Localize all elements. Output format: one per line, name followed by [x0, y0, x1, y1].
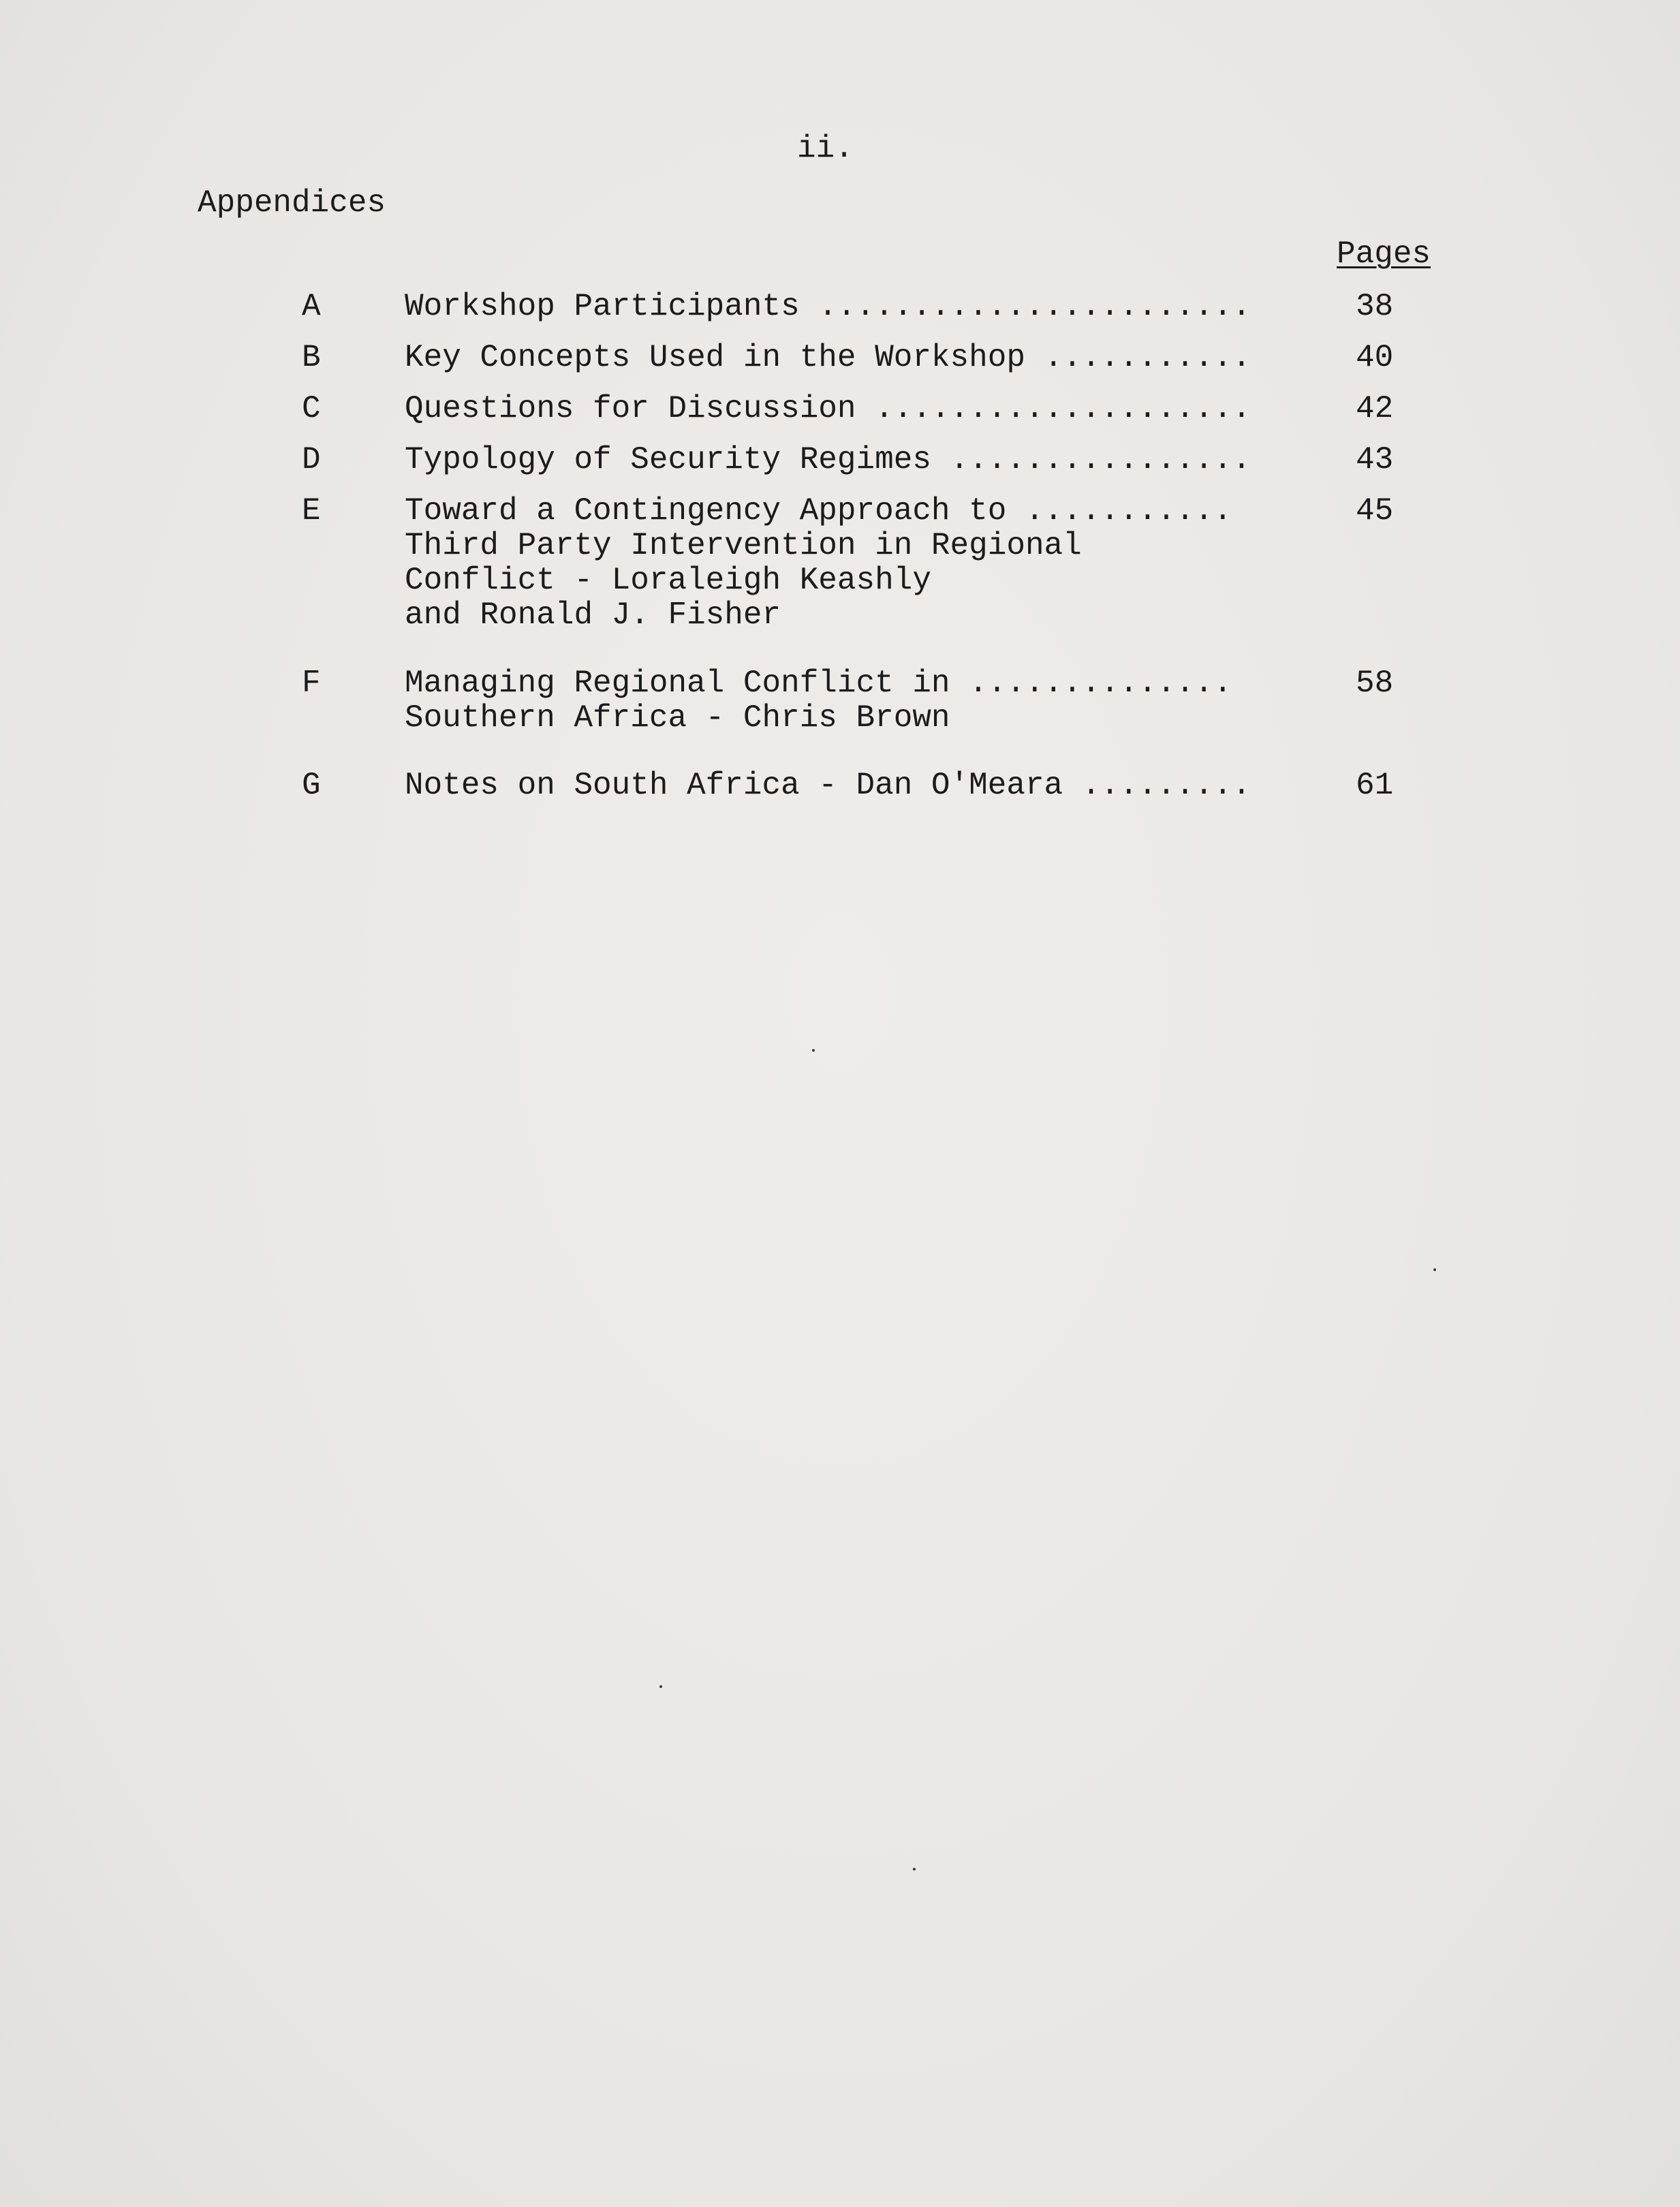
- appendix-letter: C: [302, 391, 321, 426]
- appendix-title-line: Workshop Participants .......................: [405, 289, 1251, 324]
- appendix-title-line: Key Concepts Used in the Workshop ...........: [405, 340, 1251, 375]
- appendix-letter: F: [302, 666, 321, 701]
- scan-speck: [1433, 1268, 1436, 1271]
- appendix-page-number: 58: [1356, 666, 1394, 701]
- appendix-title-line: Notes on South Africa - Dan O'Meara .........: [405, 768, 1251, 803]
- appendix-page-number: 40: [1356, 340, 1394, 375]
- appendix-page-number: 61: [1356, 768, 1394, 803]
- appendix-letter: G: [302, 768, 321, 803]
- appendix-title-line: and Ronald J. Fisher: [405, 597, 781, 633]
- appendix-page-number: 38: [1356, 289, 1394, 324]
- appendix-letter: A: [302, 289, 321, 324]
- appendix-letter: D: [302, 442, 321, 478]
- page-number: ii.: [797, 131, 854, 166]
- appendix-title-line: Southern Africa - Chris Brown: [405, 700, 950, 736]
- scan-speck: [913, 1868, 916, 1871]
- scan-speck: [659, 1685, 662, 1688]
- scan-speck: [812, 1049, 815, 1052]
- appendix-title-line: Typology of Security Regimes ................: [405, 442, 1251, 478]
- appendix-page-number: 42: [1356, 391, 1394, 426]
- appendix-letter: B: [302, 340, 321, 375]
- appendix-title-line: Conflict - Loraleigh Keashly: [405, 563, 931, 598]
- pages-column-header: Pages: [1337, 236, 1431, 272]
- appendix-title-line: Managing Regional Conflict in ..............: [405, 666, 1232, 701]
- section-heading: Appendices: [198, 185, 386, 221]
- appendix-page-number: 43: [1356, 442, 1394, 478]
- appendix-page-number: 45: [1356, 493, 1394, 529]
- appendix-title-line: Questions for Discussion ....................: [405, 391, 1251, 426]
- appendix-letter: E: [302, 493, 321, 529]
- appendix-title-line: Toward a Contingency Approach to ...........: [405, 493, 1232, 529]
- appendix-title-line: Third Party Intervention in Regional: [405, 528, 1082, 563]
